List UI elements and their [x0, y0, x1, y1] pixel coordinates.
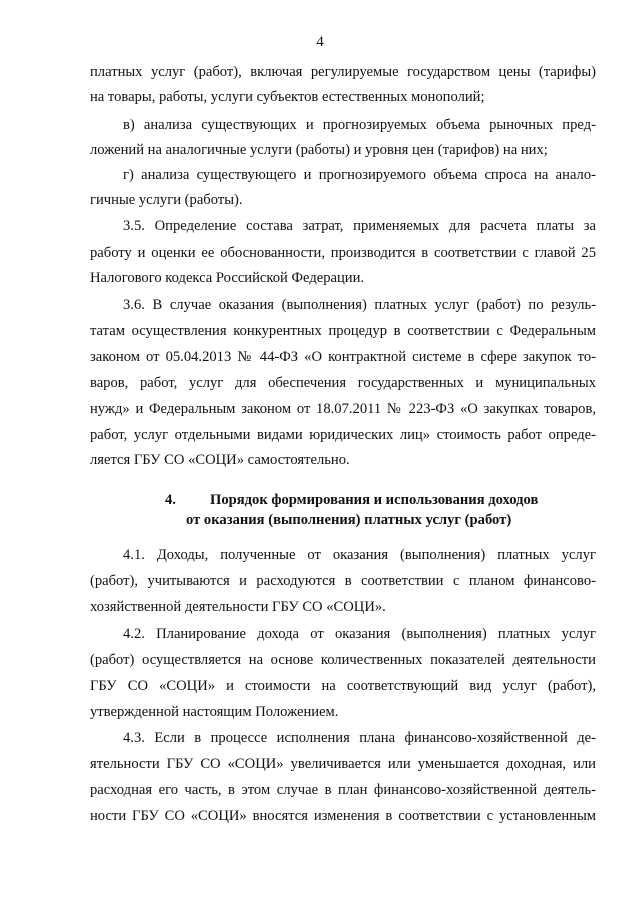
paragraph-line: 3.6. В случае оказания (выполнения) платных услуг (работ) по резуль-	[123, 297, 596, 313]
paragraph-line: 4.1. Доходы, полученные от оказания (выполнения) платных услуг	[123, 547, 596, 563]
paragraph-line: хозяйственной деятельности ГБУ СО «СОЦИ».	[90, 599, 386, 615]
section-title: Порядок формирования и использования доходов	[210, 492, 539, 508]
paragraph-line: г) анализа существующего и прогнозируемого объема спроса на анало-	[123, 167, 596, 183]
paragraph-line: законом от 05.04.2013 № 44-ФЗ «О контрактной системе в сфере закупок то-	[90, 349, 596, 365]
paragraph-line: 4.2. Планирование дохода от оказания (выполнения) платных услуг	[123, 626, 596, 642]
paragraph-line: ложений на аналогичные услуги (работы) и уровня цен (тарифов) на них;	[90, 142, 548, 158]
paragraph-line: татам осуществления конкурентных процедур в соответствии с Федеральным	[90, 323, 596, 339]
paragraph-line: гичные услуги (работы).	[90, 192, 243, 208]
paragraph-line: нужд» и Федеральным законом от 18.07.2011 № 223-ФЗ «О закупках товаров,	[90, 401, 596, 417]
paragraph-line: ГБУ СО «СОЦИ» и стоимости на соответствующий вид услуг (работ),	[90, 678, 596, 694]
paragraph-line: ности ГБУ СО «СОЦИ» вносятся изменения в соответствии с установленным	[90, 808, 596, 824]
paragraph-line: Налогового кодекса Российской Федерации.	[90, 270, 365, 286]
paragraph-line: ятельности ГБУ СО «СОЦИ» увеличивается или уменьшается доходная, или	[90, 756, 596, 772]
paragraph-line: (работ), учитываются и расходуются в соответствии с планом финансово-	[90, 573, 596, 589]
paragraph-line: варов, работ, услуг для обеспечения государственных и муниципальных	[90, 375, 596, 391]
paragraph-line: работ, услуг отдельными видами юридических лиц» стоимость работ опреде-	[90, 427, 596, 443]
page-number: 4	[316, 34, 324, 50]
paragraph-line: ляется ГБУ СО «СОЦИ» самостоятельно.	[90, 452, 350, 468]
paragraph-line: платных услуг (работ), включая регулируемые государством цены (тарифы)	[90, 64, 596, 80]
paragraph-line: на товары, работы, услуги субъектов естественных монополий;	[90, 89, 485, 105]
paragraph-line: 3.5. Определение состава затрат, применяемых для расчета платы за	[123, 218, 596, 234]
paragraph-line: (работ) осуществляется на основе количественных показателей деятельности	[90, 652, 596, 668]
paragraph-line: 4.3. Если в процессе исполнения плана финансово-хозяйственной де-	[123, 730, 596, 746]
paragraph-line: расходная его часть, в этом случае в план финансово-хозяйственной деятель-	[90, 782, 596, 798]
paragraph-line: в) анализа существующих и прогнозируемых объема рыночных пред-	[123, 117, 596, 133]
paragraph-line: утвержденной настоящим Положением.	[90, 704, 339, 720]
paragraph-line: работу и оценки ее обоснованности, производится в соответствии с главой 25	[90, 245, 596, 261]
section-number: 4.	[165, 492, 176, 508]
section-title: от оказания (выполнения) платных услуг (работ)	[186, 512, 512, 528]
